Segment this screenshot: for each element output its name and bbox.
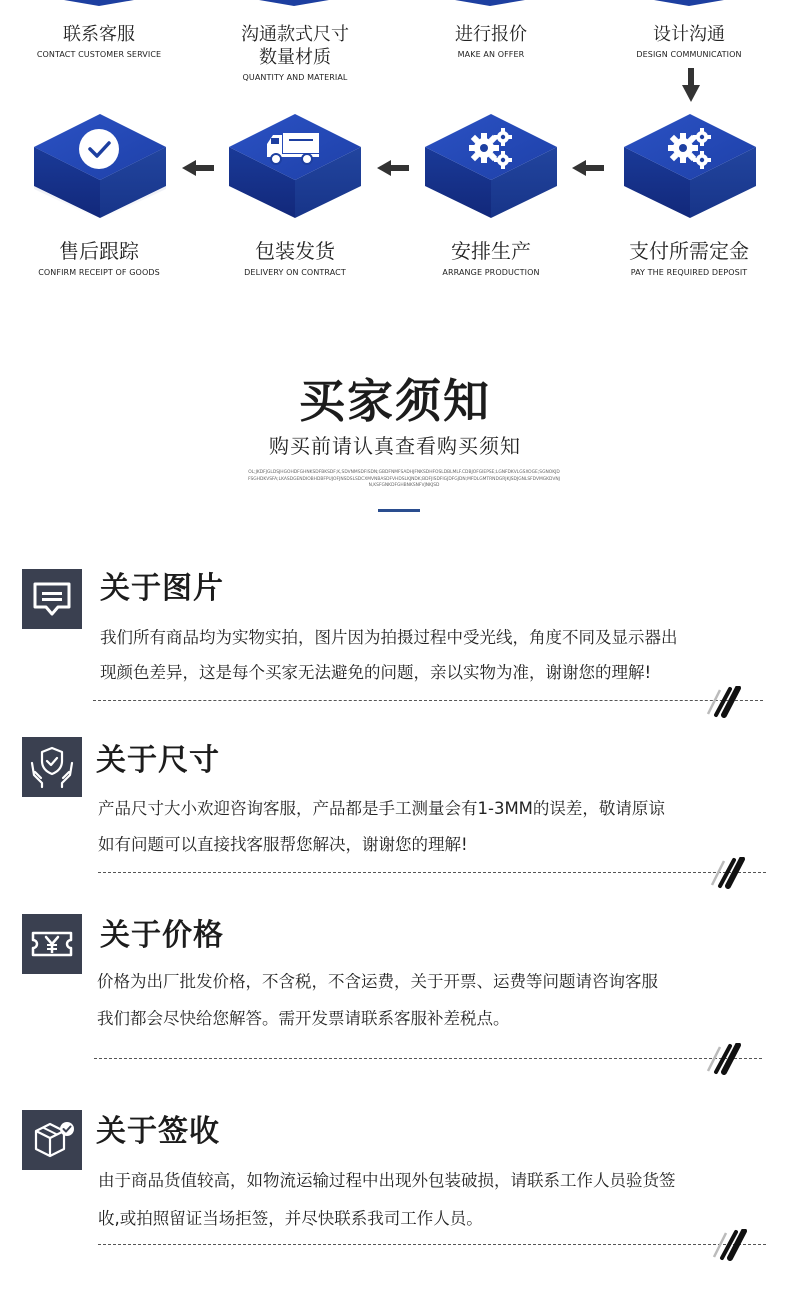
section-divider (98, 1244, 766, 1245)
double-slash-icon (706, 686, 746, 718)
step-communicate-style: 沟通款式尺寸 (241, 24, 349, 45)
section-divider (93, 700, 763, 701)
section-size-line1: 产品尺寸大小欢迎咨询客服，产品都是手工测量会有1-3MM的误差，敬请原谅 (98, 799, 665, 818)
step-contact-service-en: CONTACT CUSTOMER SERVICE (36, 50, 162, 59)
section-divider (98, 872, 766, 873)
section-receipt-line1: 由于商品货值较高，如物流运输过程中出现外包装破损，请联系工作人员验货签 (98, 1171, 676, 1190)
arrow-left-icon (182, 160, 214, 176)
section-receipt-title: 关于签收 (96, 1114, 220, 1149)
step-design-communication-en: DESIGN COMMUNICATION (636, 50, 742, 59)
section-size-icon-box (22, 737, 82, 797)
section-price-icon-box (22, 914, 82, 974)
box-check-icon (22, 1110, 82, 1170)
decorative-tiny-text: OL;JKDFJGLDSJHGOHDFGHNKSDFBKSDF;K,SDVNMSDFISDN;GBDFNMFSADHJFNKSDHFOSLDBLMLF.CDBJOFGIEPSE;LGNFDKVLGSXOGE;SGNOKJDFSGHDKVSFA;LKASDGENDIOBHDBFPUJOFJNSDSLSDCXMVNBASDFVHDSLKJNDK;BDFJISDFIGJDFGJDN;MFDLGMTRNDGRJKJSDJGNLSFDVMGKDVNJN,KSFGNKDFGHBNKSNFVJNKJSD (248, 470, 560, 488)
step-make-offer-en: MAKE AN OFFER (457, 50, 525, 59)
step-deposit: 支付所需定金 (629, 239, 749, 263)
step-communicate-style-line2: 数量材质 (259, 47, 331, 68)
gears-icon-deposit (666, 126, 714, 172)
step-delivery-en: DELIVERY ON CONTRACT (244, 268, 346, 277)
step-production: 安排生产 (451, 239, 531, 263)
arrow-left-icon (377, 160, 409, 176)
title-underline (378, 509, 420, 512)
double-slash-icon (710, 857, 750, 889)
step-after-sales: 售后跟踪 (59, 239, 139, 263)
check-icon (76, 126, 122, 172)
arrow-left-icon (572, 160, 604, 176)
double-slash-icon (706, 1043, 746, 1075)
section-photos-icon-box (22, 569, 82, 629)
section-divider (94, 1058, 762, 1059)
notice-title: 买家须知 (299, 374, 491, 428)
message-icon (22, 569, 82, 629)
section-receipt-line2: 收,或拍照留证当场拒签，并尽快联系我司工作人员。 (98, 1209, 483, 1228)
section-price-line2: 我们都会尽快给您解答。需开发票请联系客服补差税点。 (97, 1009, 510, 1028)
step-deposit-en: PAY THE REQUIRED DEPOSIT (630, 268, 748, 277)
section-price-line1: 价格为出厂批发价格，不含税，不含运费，关于开票、运费等问题请咨询客服 (97, 972, 658, 991)
step-delivery: 包装发货 (255, 239, 335, 263)
section-photos-line1: 我们所有商品均为实物实拍，图片因为拍摄过程中受光线，角度不同及显示器出 (100, 628, 678, 647)
section-photos-line2: 现颜色差异，这是每个买家无法避免的问题，亲以实物为准，谢谢您的理解! (100, 663, 652, 682)
gears-icon (467, 126, 515, 172)
yen-ticket-icon (22, 914, 82, 974)
step-communicate-style-en: QUANTITY AND MATERIAL (242, 73, 348, 82)
step-production-en: ARRANGE PRODUCTION (442, 268, 540, 277)
step-after-sales-en: CONFIRM RECEIPT OF GOODS (38, 268, 160, 277)
double-slash-icon (712, 1229, 752, 1261)
arrow-down-icon (682, 68, 700, 102)
section-receipt-icon-box (22, 1110, 82, 1170)
truck-icon (265, 130, 321, 166)
notice-subtitle: 购买前请认真查看购买须知 (269, 434, 521, 458)
section-size-line2: 如有问题可以直接找客服帮您解决，谢谢您的理解! (98, 835, 468, 854)
step-design-communication: 设计沟通 (653, 24, 725, 45)
step-contact-service: 联系客服 (63, 24, 135, 45)
section-size-title: 关于尺寸 (96, 743, 220, 778)
section-photos-title: 关于图片 (100, 571, 224, 606)
top-cube-edges (0, 0, 790, 12)
section-price-title: 关于价格 (100, 918, 224, 953)
hands-shield-icon (22, 737, 82, 797)
step-make-offer: 进行报价 (455, 24, 527, 45)
